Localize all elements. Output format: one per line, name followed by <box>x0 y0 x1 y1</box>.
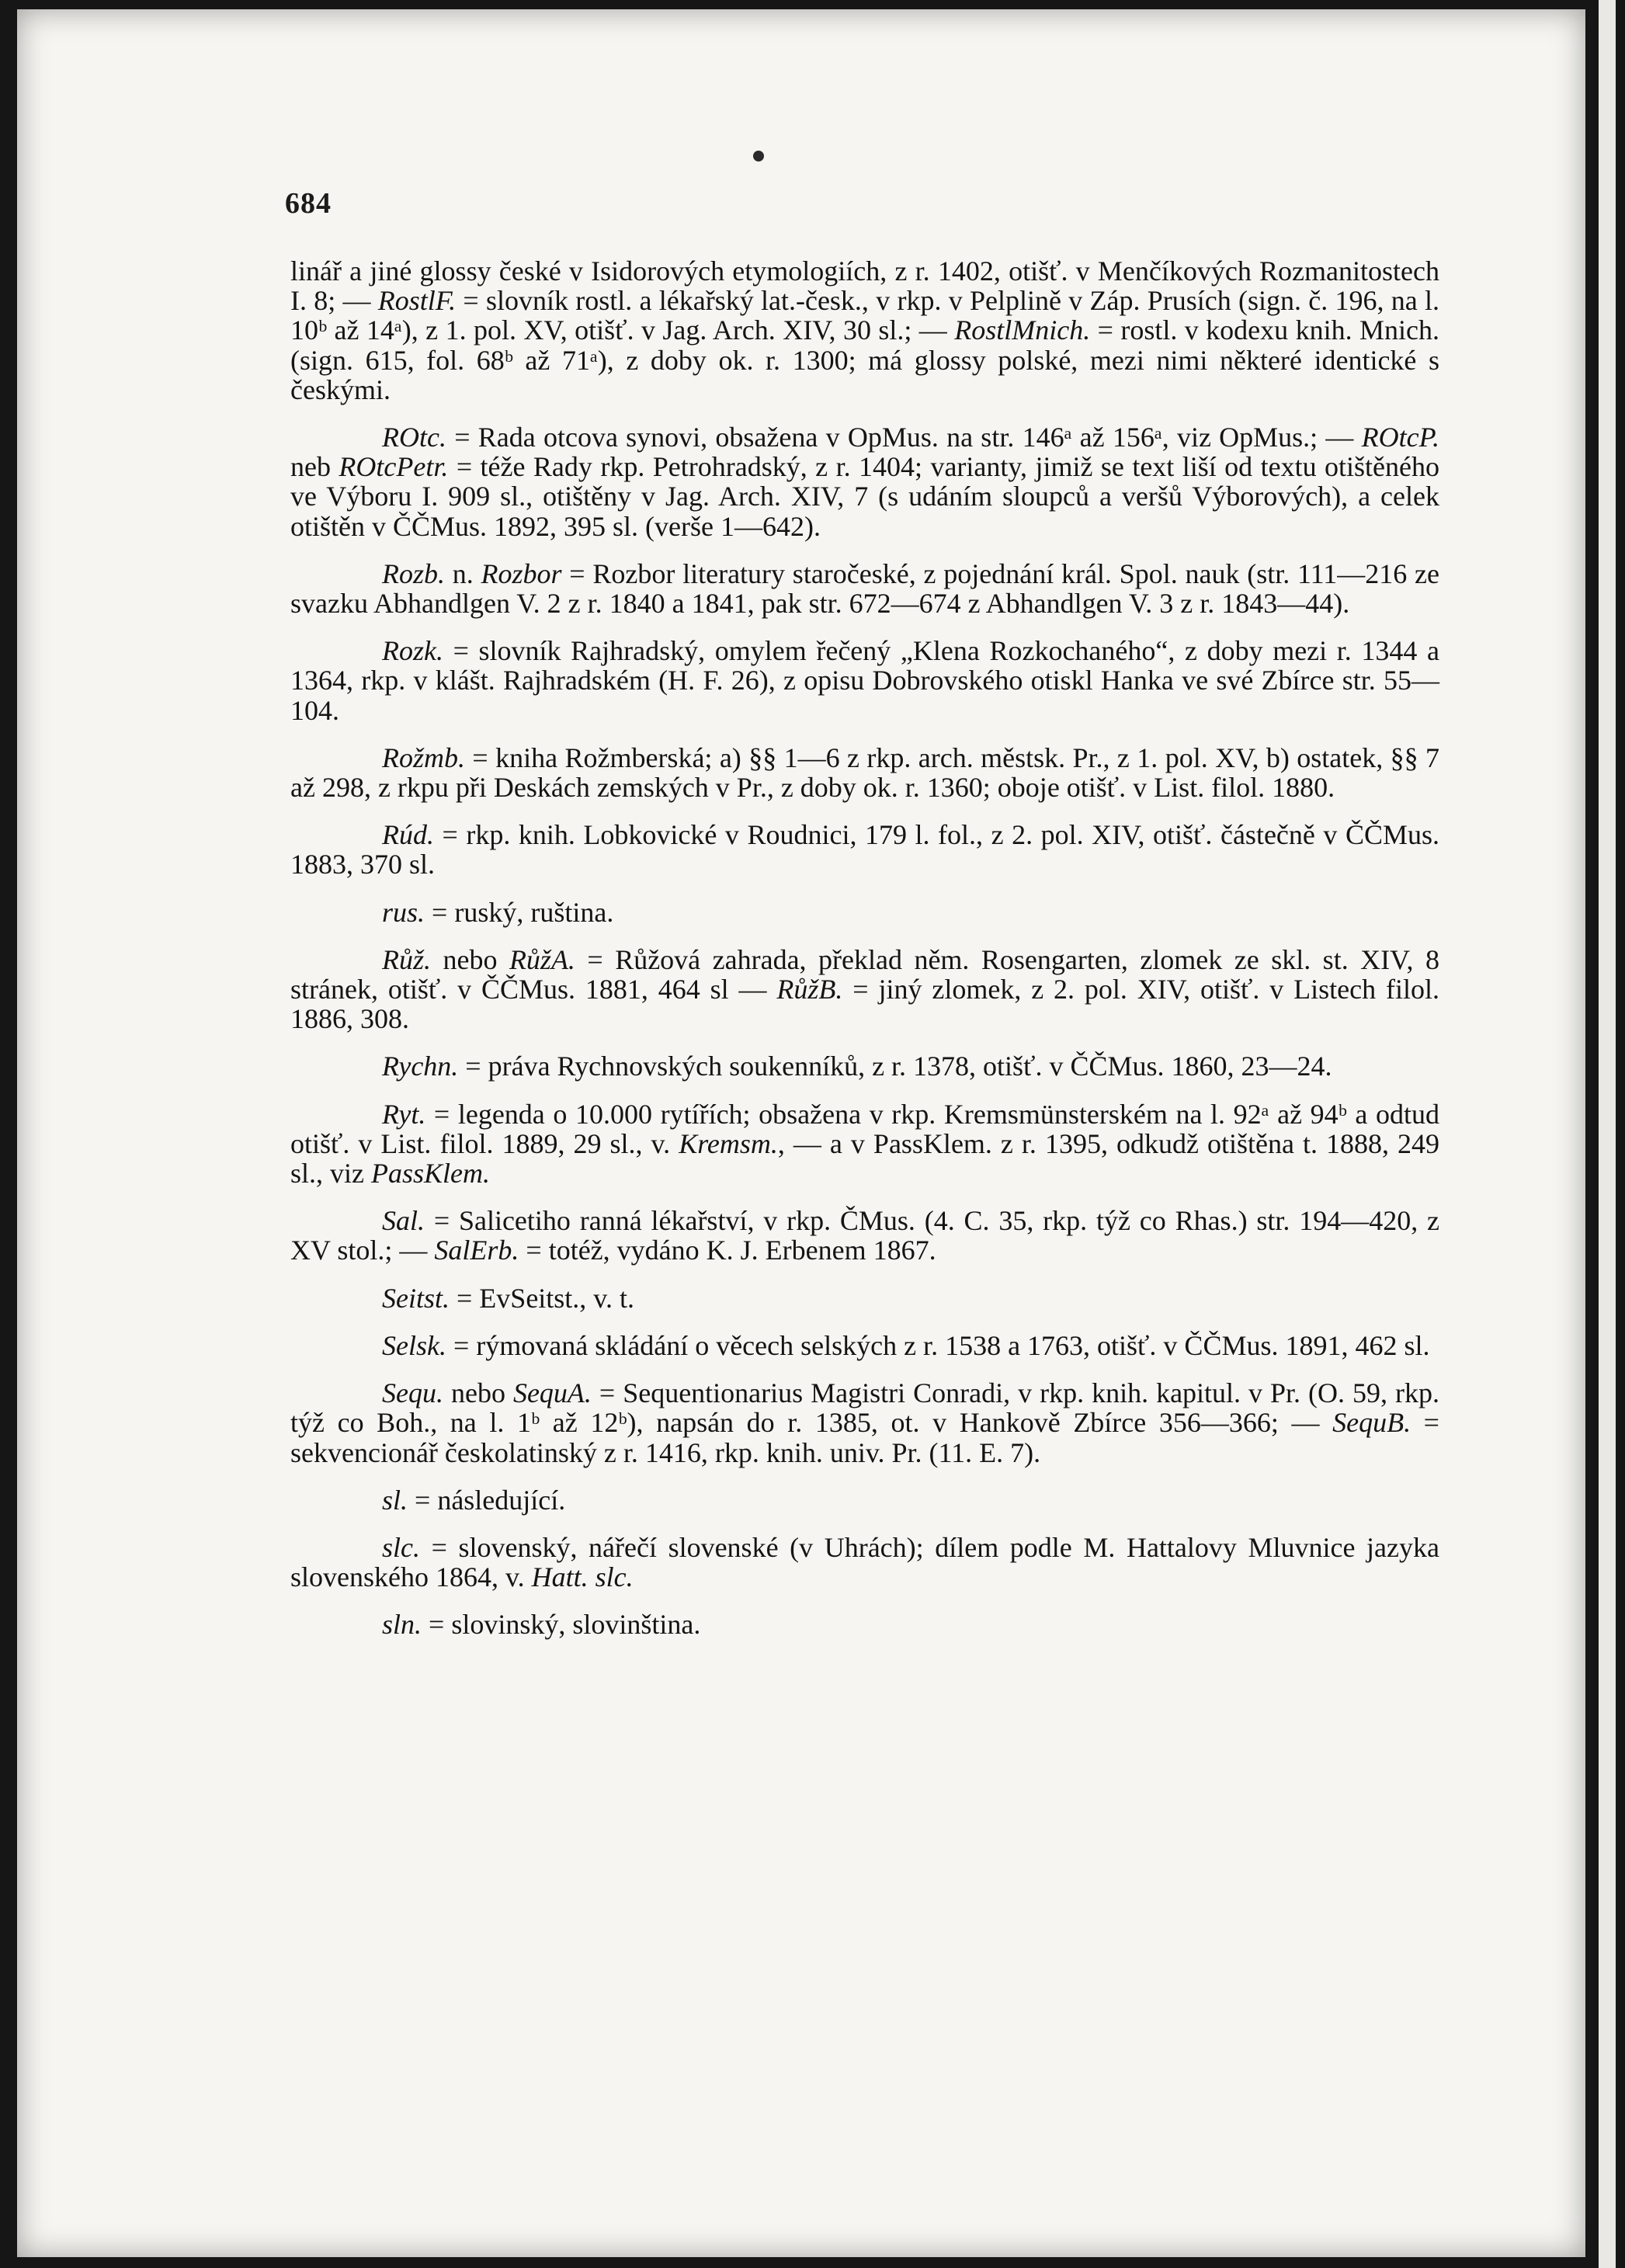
entry-rychn: Rychn. = práva Rychnovských soukenníků, z r. 1378, otišť. v ČČMus. 1860, 23—24. <box>382 1051 1332 1082</box>
entry-sal: Sal. = Salicetiho ranná lékařství, v rkp. ČMus. (4. C. 35, rkp. týž co Rhas.) str. 194—420, z XV stol.; — SalErb. = totéž, vydáno K. J. Erbenem 1867. <box>290 1205 1439 1266</box>
entry-ruz: Růž. nebo RůžA. = Růžová zahrada, překlad něm. Rosengarten, zlomek ze skl. st. XIV, 8 stránek, otišť. v ČČMus. 1881, 464 sl — RůžB. = jiný zlomek, z 2. pol. XIV, otišť. v Listech filol. 1886, 308. <box>290 943 1439 1035</box>
entry-rozb: Rozb. n. Rozbor = Rozbor literatury staročeské, z pojednání král. Spol. nauk (str. 111—216 ze svazku Abhandlgen V. 2 z r. 1840 a 1841, pak str. 672—674 z Abhandlgen V. 3 z r. 1843—44). <box>290 557 1440 620</box>
entry-sl: sl. = následující. <box>382 1484 566 1516</box>
entry-ryt: Ryt. = legenda o 10.000 rytířích; obsažena v rkp. Kremsmünsterském na l. 92ᵃ až 94ᵇ a odtud otišť. v List. filol. 1889, 29 sl., v. Kremsm., — a v PassKlem. z r. 1395, odkudž otištěna t. 1888, 249 sl., viz PassKlem. <box>290 1098 1439 1190</box>
entry-0: linář a jiné glossy české v Isidorových etymologiích, z r. 1402, otišť. v Menčíkových Rozmanitostech I. 8; — RostlF. = slovník rostl. a lékařský lat.-česk., v rkp. v Pelplině v Záp. Prusích (sign. č. 196, na l. 10ᵇ až 14ᵃ), z 1. pol. XV, otišť. v Jag. Arch. XIV, 30 sl.; — RostlMnich. = rostl. v kodexu knih. Mnich. (sign. 615, fol. 68ᵇ až 71ᵃ), z doby ok. r. 1300; má glossy polské, mezi nimi některé identické s českými. <box>290 255 1440 405</box>
entry-rud: Rúd. = rkp. knih. Lobkovické v Roudnici, 179 l. fol., z 2. pol. XIV, otišť. částečně v ČČMus. 1883, 370 sl. <box>290 819 1439 880</box>
page-number: 684 <box>285 187 332 220</box>
entry-slc: slc. = slovenský, nářečí slovenské (v Uhrách); dílem podle M. Hattalovy Mluvnice jazyka slovenského 1864, v. Hatt. slc. <box>290 1531 1439 1593</box>
entry-sln: sln. = slovinský, slovinština. <box>382 1609 701 1641</box>
entry-rozk: Rozk. = slovník Rajhradský, omylem řečený „Klena Rozkochaného“, z doby mezi r. 1344 a 1364, rkp. v klášt. Rajhradském (H. F. 26), z opisu Dobrovského otiskl Hanka ve své Zbírce str. 55—104. <box>290 635 1439 726</box>
entry-rotc: ROtc. = Rada otcova synovi, obsažena v OpMus. na str. 146ᵃ až 156ᵃ, viz OpMus.; — ROtcP. neb ROtcPetr. = téže Rady rkp. Petrohradský, z r. 1404; varianty, jimiž se text liší od textu otištěného ve Výboru I. 909 sl., otištěny v Jag. Arch. XIV, 7 (s udáním sloupců a veršů Výborových), a celek otištěn v ČČMus. 1892, 395 sl. (verše 1—642). <box>290 422 1439 542</box>
book-page <box>17 9 1585 2257</box>
dictionary-text <box>290 256 1439 1658</box>
entry-selsk: Selsk. = rýmovaná skládání o věcech selských z r. 1538 a 1763, otišť. v ČČMus. 1891, 462 sl. <box>382 1329 1430 1361</box>
entry-seitst: Seitst. = EvSeitst., v. t. <box>382 1282 634 1314</box>
ink-speck <box>753 151 764 162</box>
entry-rozmb: Rožmb. = kniha Rožmberská; a) §§ 1—6 z rkp. arch. městsk. Pr., z 1. pol. XV, b) ostatek, §§ 7 až 298, z rkpu při Deskách zemských v Pr., z doby ok. r. 1360; oboje otišť. v List. filol. 1880. <box>290 742 1439 804</box>
entry-rus: rus. = ruský, ruština. <box>382 896 614 928</box>
scan-edge-strip <box>1599 0 1616 2268</box>
entry-sequ: Sequ. nebo SequA. = Sequentionarius Magistri Conradi, v rkp. knih. kapitul. v Pr. (O. 59, rkp. týž co Boh., na l. 1ᵇ až 12ᵇ), napsán do r. 1385, ot. v Hankově Zbírce 356—366; — SequB. = sekvencionář českolatinský z r. 1416, rkp. knih. univ. Pr. (11. E. 7). <box>290 1377 1439 1468</box>
